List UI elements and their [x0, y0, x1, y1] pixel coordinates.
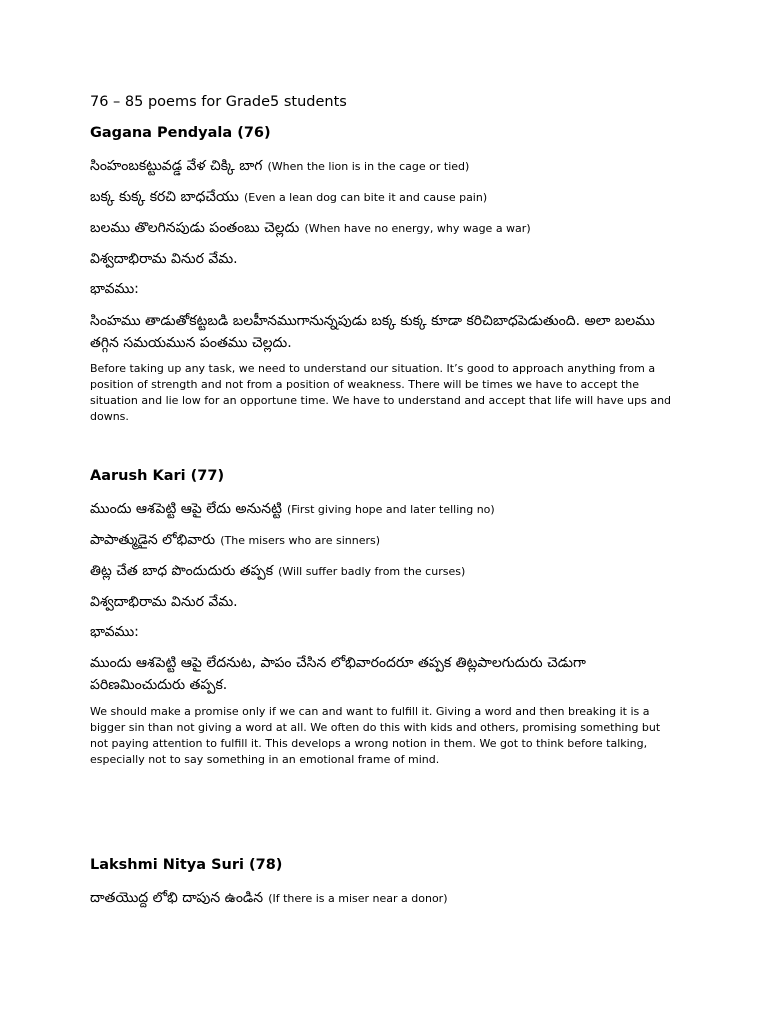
meaning-text: సింహము తాడుతోకట్టబడి బలహీనముగానున్నపుడు బక్క కుక్క కూడా కరిచిబాధపెడుతుంది. అలా బలము తగ్గిన సమయమున పంతము చెల్లదు.: [90, 313, 655, 351]
poem-line: [90, 889, 448, 905]
poem-line: [90, 157, 469, 173]
translation: (Will suffer badly from the curses): [278, 565, 466, 578]
poem-line: [90, 562, 465, 578]
poem-line: [90, 219, 531, 235]
telugu-line: దాతయొద్ద లోభి దాపున ఉండిన: [90, 890, 264, 906]
poem-line: [90, 531, 380, 547]
telugu-line: సింహంబకట్టువడ్డ వేళ చిక్కి బాగ: [90, 158, 263, 174]
poet-name: Gagana Pendyala (76): [90, 125, 271, 141]
poet-name: Aarush Kari (77): [90, 468, 225, 484]
meaning-label: భావము:: [90, 624, 139, 640]
telugu-line: విశ్వదాభిరామ వినుర వేమ.: [90, 594, 238, 610]
meaning-label: భావము:: [90, 281, 139, 297]
poem-line: [90, 250, 238, 266]
explanation-paragraph: Before taking up any task, we need to understand our situation. It’s good to approach anything from a position of strength and not from a position of weakness. There will be times we have to accept the situation and lie low for an opportune time. We have to understand and accept that life will have ups and downs.: [90, 362, 672, 423]
translation: (First giving hope and later telling no): [286, 503, 495, 516]
translation: (When have no energy, why wage a war): [304, 222, 531, 235]
translation: (The misers who are sinners): [220, 534, 381, 547]
telugu-line: బక్క కుక్క కరచి బాధచేయు: [90, 189, 239, 205]
poem-line: [90, 188, 487, 204]
meaning-text: ముందు ఆశపెట్టి ఆపై లేదనుట, పాపం చేసిన లోభివారందరూ తప్పక తిట్లపాలగుదురు చెడుగా పరిణమించుదురు తప్పక.: [90, 655, 586, 693]
telugu-line: తిట్ల చేత బాధ పొందుదురు తప్పక: [90, 563, 274, 579]
translation: (Even a lean dog can bite it and cause pain): [243, 191, 488, 204]
translation: (If there is a miser near a donor): [268, 892, 448, 905]
poem-line: [90, 593, 238, 609]
translation: (When the lion is in the cage or tied): [267, 160, 470, 173]
telugu-line: ముందు ఆశపెట్టి ఆపై లేదు అనునట్టి: [90, 501, 282, 517]
telugu-line: బలము తొలగినపుడు పంతంబు చెల్లదు: [90, 220, 300, 236]
document-heading: 76 – 85 poems for Grade5 students: [90, 94, 347, 110]
telugu-line: పాపాత్ముడైన లోభివారు: [90, 532, 216, 548]
poet-name: Lakshmi Nitya Suri (78): [90, 857, 283, 873]
poem-line: [90, 500, 495, 516]
telugu-line: విశ్వదాభిరామ వినుర వేమ.: [90, 251, 238, 267]
explanation-paragraph: We should make a promise only if we can and want to fulfill it. Giving a word and then breaking it is a bigger sin than not giving a word at all. We often do this with kids and others, promising something but not paying attention to fulfill it. This develops a wrong notion in them. We got to think before talking, especially not to say something in an emotional frame of mind.: [90, 705, 661, 766]
